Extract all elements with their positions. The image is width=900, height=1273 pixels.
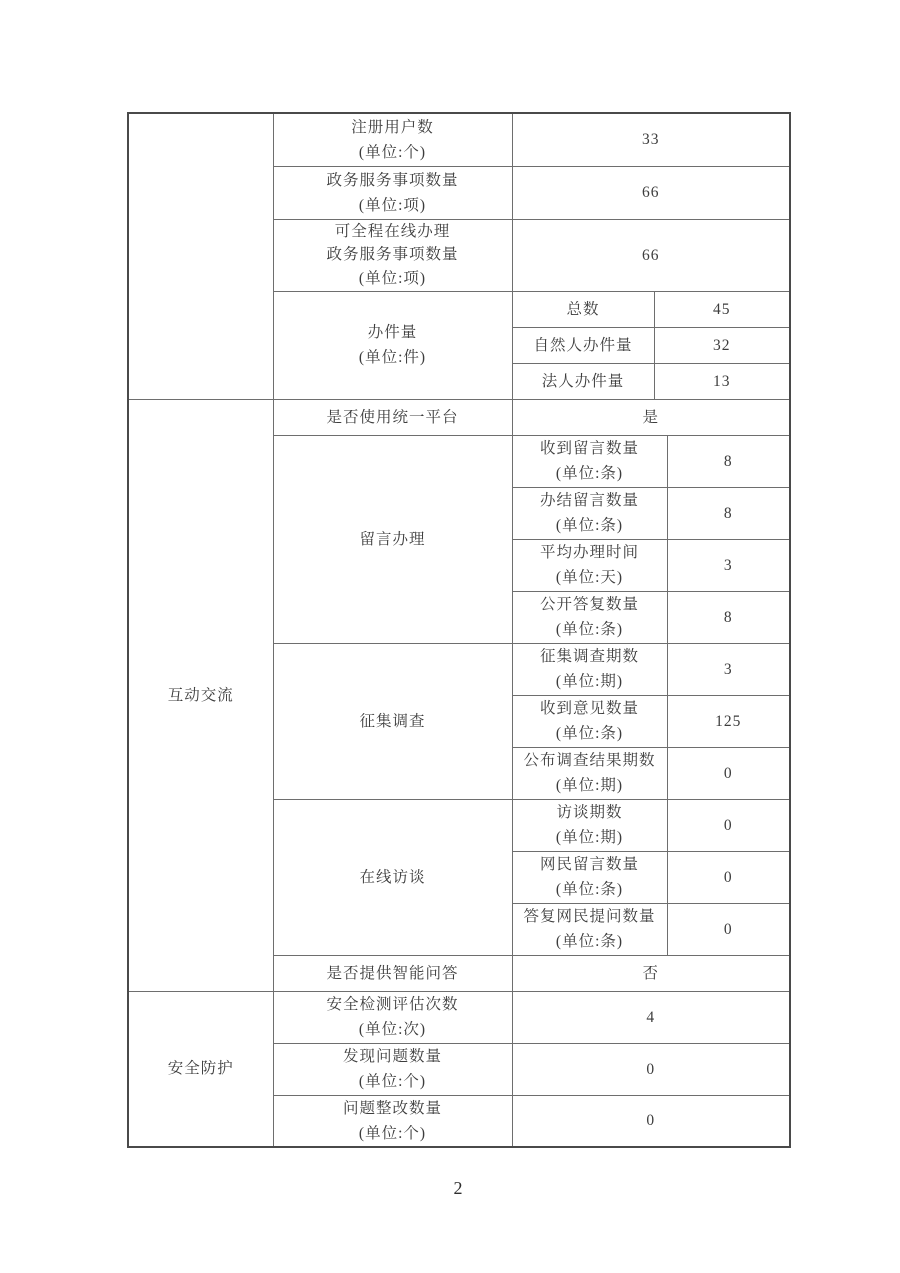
indicator-unit: (单位:件) (358, 349, 427, 366)
sub-indicator-unit: (单位:条) (555, 621, 624, 638)
sub-indicator-survey-opinions (512, 695, 667, 747)
sub-indicator-unit: (单位:条) (555, 465, 624, 482)
sub-indicator-unit: (单位:期) (555, 673, 624, 690)
value-survey-results: 0 (667, 747, 790, 799)
indicator-label: 办件量 (367, 324, 418, 341)
sub-indicator-label: 网民留言数量 (539, 856, 639, 873)
indicator-unit: (单位:个) (358, 143, 427, 161)
value-survey-opinions: 125 (667, 695, 790, 747)
sub-indicator-msg-avg-time (512, 539, 667, 591)
sub-indicator-label: 答复网民提问数量 (523, 908, 656, 925)
indicator-unit: (单位:项) (358, 269, 427, 287)
value-cases-total: 45 (654, 291, 790, 327)
sub-indicator-msg-received (512, 435, 667, 487)
sub-indicator-label: 征集调查期数 (539, 648, 639, 665)
value-online-items: 66 (512, 219, 790, 291)
value-msg-avg-time: 3 (667, 539, 790, 591)
indicator-security-checks (273, 991, 512, 1043)
category-cell-continued (128, 113, 273, 399)
sub-indicator-label: 平均办理时间 (539, 544, 639, 561)
sub-indicator-unit: (单位:条) (555, 725, 624, 742)
sub-indicator-cases-total: 总数 (512, 291, 654, 327)
value-service-items: 66 (512, 166, 790, 219)
sub-indicator-unit: (单位:期) (555, 829, 624, 846)
indicator-smart-qa: 是否提供智能问答 (273, 955, 512, 991)
value-cases-legal: 13 (654, 363, 790, 399)
sub-indicator-msg-completed (512, 487, 667, 539)
indicator-interview: 在线访谈 (273, 799, 512, 955)
indicator-unit: (单位:项) (358, 196, 427, 214)
sub-indicator-label: 公布调查结果期数 (523, 752, 656, 769)
value-msg-public-replies: 8 (667, 591, 790, 643)
sub-indicator-label: 收到意见数量 (539, 700, 639, 717)
indicator-cases (273, 291, 512, 399)
value-msg-received: 8 (667, 435, 790, 487)
page-number: 2 (453, 1178, 463, 1198)
indicator-label: 政务服务事项数量 (326, 171, 459, 189)
indicator-label: 注册用户数 (351, 118, 434, 136)
value-survey-periods: 3 (667, 643, 790, 695)
value-interview-answers: 0 (667, 903, 790, 955)
indicator-problems-fixed (273, 1095, 512, 1147)
value-msg-completed: 8 (667, 487, 790, 539)
sub-indicator-label: 收到留言数量 (539, 440, 639, 457)
indicator-label-line1: 可全程在线办理 (334, 222, 451, 240)
sub-indicator-unit: (单位:天) (555, 569, 624, 586)
sub-indicator-unit: (单位:条) (555, 881, 624, 898)
sub-indicator-survey-periods (512, 643, 667, 695)
sub-indicator-label: 访谈期数 (556, 804, 623, 821)
indicator-survey: 征集调查 (273, 643, 512, 799)
value-reg-users: 33 (512, 113, 790, 166)
indicator-unit: (单位:个) (358, 1073, 427, 1090)
value-problems-fixed: 0 (512, 1095, 790, 1147)
indicator-online-items (273, 219, 512, 291)
category-security: 安全防护 (128, 991, 273, 1147)
value-smart-qa: 否 (512, 955, 790, 991)
indicator-label: 问题整改数量 (342, 1099, 442, 1117)
value-interview-netizen-msgs: 0 (667, 851, 790, 903)
value-interview-periods: 0 (667, 799, 790, 851)
sub-indicator-msg-public-replies (512, 591, 667, 643)
sub-indicator-cases-natural: 自然人办件量 (512, 327, 654, 363)
sub-indicator-survey-results (512, 747, 667, 799)
sub-indicator-label: 办结留言数量 (539, 492, 639, 509)
indicator-unit: (单位:个) (358, 1124, 427, 1142)
indicator-service-items (273, 166, 512, 219)
sub-indicator-unit: (单位:期) (555, 777, 624, 794)
sub-indicator-unit: (单位:条) (555, 933, 624, 950)
value-problems-found: 0 (512, 1043, 790, 1095)
indicator-unit: (单位:次) (358, 1021, 427, 1038)
value-cases-natural: 32 (654, 327, 790, 363)
indicator-label: 发现问题数量 (342, 1048, 442, 1065)
indicator-message-handling: 留言办理 (273, 435, 512, 643)
annual-report-table (127, 112, 791, 1148)
indicator-problems-found (273, 1043, 512, 1095)
indicator-label: 安全检测评估次数 (326, 996, 459, 1013)
indicator-reg-users (273, 113, 512, 166)
sub-indicator-label: 公开答复数量 (539, 596, 639, 613)
sub-indicator-interview-periods (512, 799, 667, 851)
indicator-label-line2: 政务服务事项数量 (326, 246, 459, 264)
value-security-checks: 4 (512, 991, 790, 1043)
category-interaction: 互动交流 (128, 399, 273, 991)
value-unified-platform: 是 (512, 399, 790, 435)
sub-indicator-cases-legal: 法人办件量 (512, 363, 654, 399)
sub-indicator-unit: (单位:条) (555, 517, 624, 534)
sub-indicator-interview-netizen-msgs (512, 851, 667, 903)
sub-indicator-interview-answers (512, 903, 667, 955)
indicator-unified-platform: 是否使用统一平台 (273, 399, 512, 435)
